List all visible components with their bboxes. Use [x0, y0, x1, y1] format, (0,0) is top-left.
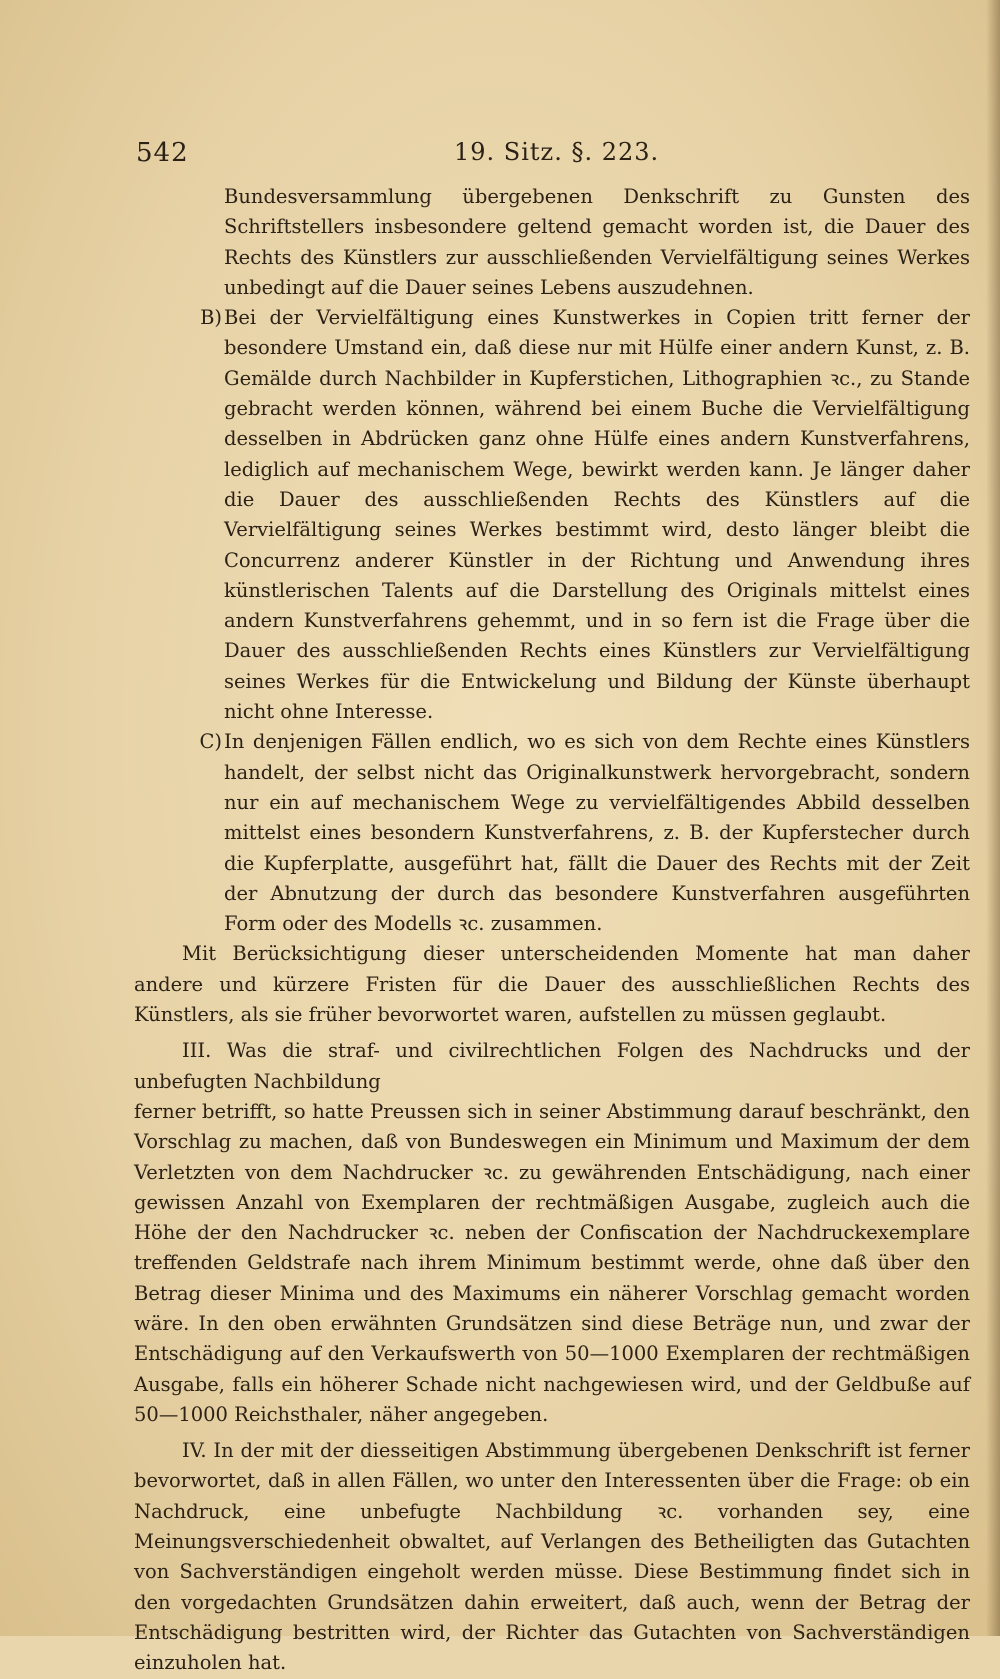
paragraph-b: [134, 303, 970, 727]
page-header: [136, 138, 966, 174]
paragraph-b-text: Bei der Vervielfältigung eines Kunstwerkes in Copien tritt ferner der besondere Umstand ein, daß diese nur mit Hülfe einer andern Kunst, z. B. Gemälde durch Nachbilder in Kupferstichen, Lithographien ꝛc., zu Stande gebracht werden können, während bei einem Buche die Vervielfältigung desselben in Abdrücken ganz ohne Hülfe eines andern Kunstverfahrens, lediglich auf mechanischem Wege, bewirkt werden kann. Je länger daher die Dauer des ausschließenden Rechts des Künstlers auf die Vervielfältigung seines Werkes bestimmt wird, desto länger bleibt die Concurrenz anderer Künstler in der Richtung und Anwendung ihres künstlerischen Talents auf die Darstellung des Originals mittelst eines andern Kunstverfahrens gehemmt, und in so fern ist die Frage über die Dauer des ausschließenden Rechts eines Künstlers zur Vervielfältigung seines Werkes für die Entwickelung und Bildung der Künste überhaupt nicht ohne Interesse.: [224, 306, 970, 724]
running-head: 19. Sitz. §. 223.: [454, 138, 660, 166]
page-edge-shadow: [986, 0, 1000, 1636]
paragraph-continuation: Bundesversammlung übergebenen Denkschrift zu Gunsten des Schriftstellers insbesondere geltend gemacht worden ist, die Dauer des Rechts des Künstlers zur ausschließenden Vervielfältigung seines Werkes unbedingt auf die Dauer seines Lebens auszudehnen.: [224, 185, 970, 299]
section-iii-text: ferner betrifft, so hatte Preussen sich in seiner Abstimmung darauf beschränkt, den Vorschlag zu machen, daß von Bundeswegen ein Minimum und Maximum der dem Verletzten von dem Nachdrucker ꝛc. zu gewährenden Entschädigung, nach einer gewissen Anzahl von Exemplaren der rechtmäßigen Ausgabe, zugleich auch die Höhe der den Nachdrucker ꝛc. neben der Confiscation der Nachdruckexemplare treffenden Geldstrafe nach ihrem Minimum bestimmt werde, ohne daß über den Betrag dieser Minima und des Maximums ein näherer Vorschlag gemacht worden wäre. In den oben erwähnten Grundsätzen sind diese Beträge nun, und zwar der Entschädigung auf den Verkaufswerth von 50—1000 Exemplaren der rechtmäßigen Ausgabe, falls ein höherer Schade nicht nachgewiesen wird, und der Geldbuße auf 50—1000 Reichsthaler, näher angegeben.: [134, 1099, 970, 1426]
paragraph-b-label: B): [200, 306, 222, 330]
section-iv-text: IV. In der mit der diesseitigen Abstimmung übergebenen Denkschrift ist ferner bevorwortet, daß in allen Fällen, wo unter den Interessenten über die Frage: ob ein Nachdruck, eine unbefugte Nachbildung ꝛc. vorhanden sey, eine Meinungsverschiedenheit obwaltet, auf Verlangen des Betheiligten das Gutachten von Sachverständigen eingeholt werden müsse. Diese Bestimmung findet sich in den vorgedachten Grundsätzen dahin erweitert, daß auch, wenn der Betrag der Entschädigung bestritten wird, der Richter das Gutachten von Sachverständigen einzuholen hat.: [134, 1439, 970, 1675]
paragraph-mit: Mit Berücksichtigung dieser unterscheidenden Momente hat man daher andere und kürzere Fristen für die Dauer des ausschließlichen Rechts des Künstlers, als sie früher bevorwortet waren, aufstellen zu müssen geglaubt.: [134, 942, 970, 1027]
paragraph-c-label: C): [199, 730, 222, 754]
paragraph-c: [134, 727, 970, 939]
page-number: 542: [136, 138, 189, 168]
body-text: [134, 182, 970, 1679]
section-iii-heading: III. Was die straf- und civilrechtlichen Folgen des Nachdrucks und der unbefugten Nachbildung: [134, 1039, 970, 1093]
paragraph-c-text: In denjenigen Fällen endlich, wo es sich von dem Rechte eines Künstlers handelt, der selbst nicht das Originalkunstwerk hervorgebracht, sondern nur ein auf mechanischem Wege zu vervielfältigendes Abbild desselben mittelst eines besondern Kunstverfahrens, z. B. der Kupferstecher durch die Kupferplatte, ausgeführt hat, fällt die Dauer des Rechts mit der Zeit der Abnutzung der durch das besondere Kunstverfahren ausgeführten Form oder des Modells ꝛc. zusammen.: [224, 730, 970, 936]
